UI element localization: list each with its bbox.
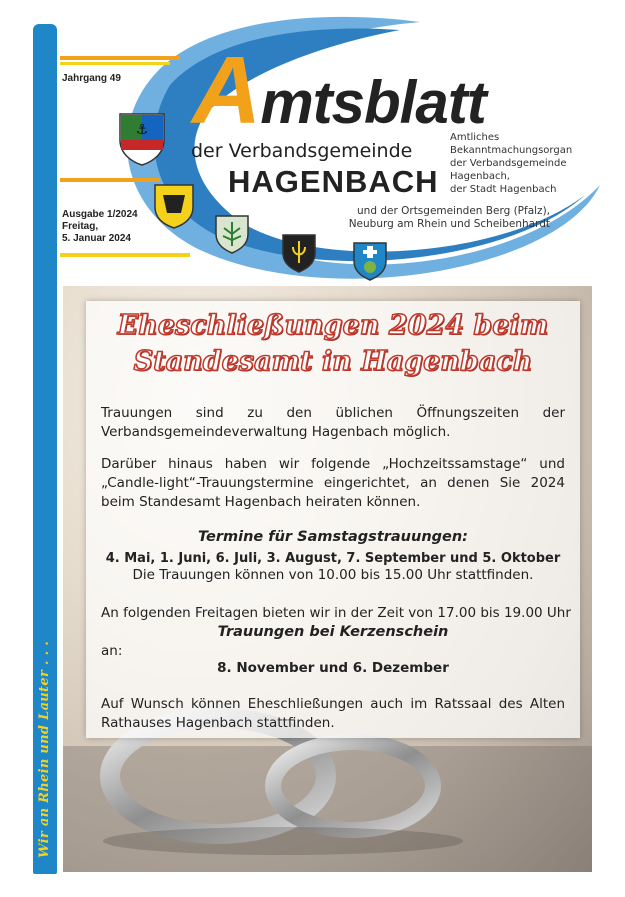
article-headline: Eheschließungen 2024 beim Standesamt in Hagenbach [117, 310, 549, 377]
jahrgang: Jahrgang 49 [62, 73, 121, 84]
issue-info: Ausgabe 1/2024 Freitag, 5. Januar 2024 [62, 209, 138, 244]
saturday-time: Die Trauungen können von 10.00 bis 15.00 Uhr stattfinden. [132, 567, 534, 583]
hagenbach-crest [118, 112, 166, 166]
vg-crest [352, 241, 388, 281]
friday-intro: An folgenden Freitagen bieten wir in der Zeit von 17.00 bis 19.00 Uhr [101, 605, 571, 621]
berg-crest [153, 183, 195, 229]
paragraph-special-dates: Darüber hinaus haben wir folgende „Hochzeitssamstage“ und „Candle-light“-Trauungstermine eingerichtet, an denen Sie 2024 beim Standesamt Hagenbach heiraten können. [101, 456, 565, 510]
friday-an: an: [101, 643, 123, 659]
svg-text:⚓: ⚓ [135, 122, 149, 138]
friday-dates: 8. November und 6. Dezember [217, 660, 449, 676]
masthead-description: Amtliches Bekanntmachungsorgan der Verbandsgemeinde Hagenbach, der Stadt Hagenbach [450, 132, 573, 195]
saturday-heading: Termine für Samstagstrauungen: [198, 529, 468, 545]
masthead-subtitle: der Verbandsgemeinde [191, 140, 413, 162]
paragraph-opening-hours: Trauungen sind zu den üblichen Öffnungszeiten der Verbandsgemeindeverwaltung Hagenbach möglich. [101, 405, 565, 440]
friday-heading: Trauungen bei Kerzenschein [217, 624, 449, 640]
neuburg-crest [214, 214, 250, 254]
masthead-title: Amtsblatt [192, 37, 486, 144]
scheibenhardt-crest [281, 233, 317, 273]
slogan: Wir an Rhein und Lauter . . . [37, 640, 52, 858]
masthead-place: HAGENBACH [228, 164, 439, 199]
saturday-dates: 4. Mai, 1. Juni, 6. Juli, 3. August, 7. September und 5. Oktober [105, 551, 561, 566]
paragraph-ratssaal: Auf Wunsch können Eheschließungen auch im Ratssaal des Alten Rathauses Hagenbach stattfinden. [101, 696, 565, 731]
masthead-also: und der Ortsgemeinden Berg (Pfalz), Neuburg am Rhein und Scheibenhardt [348, 205, 550, 230]
